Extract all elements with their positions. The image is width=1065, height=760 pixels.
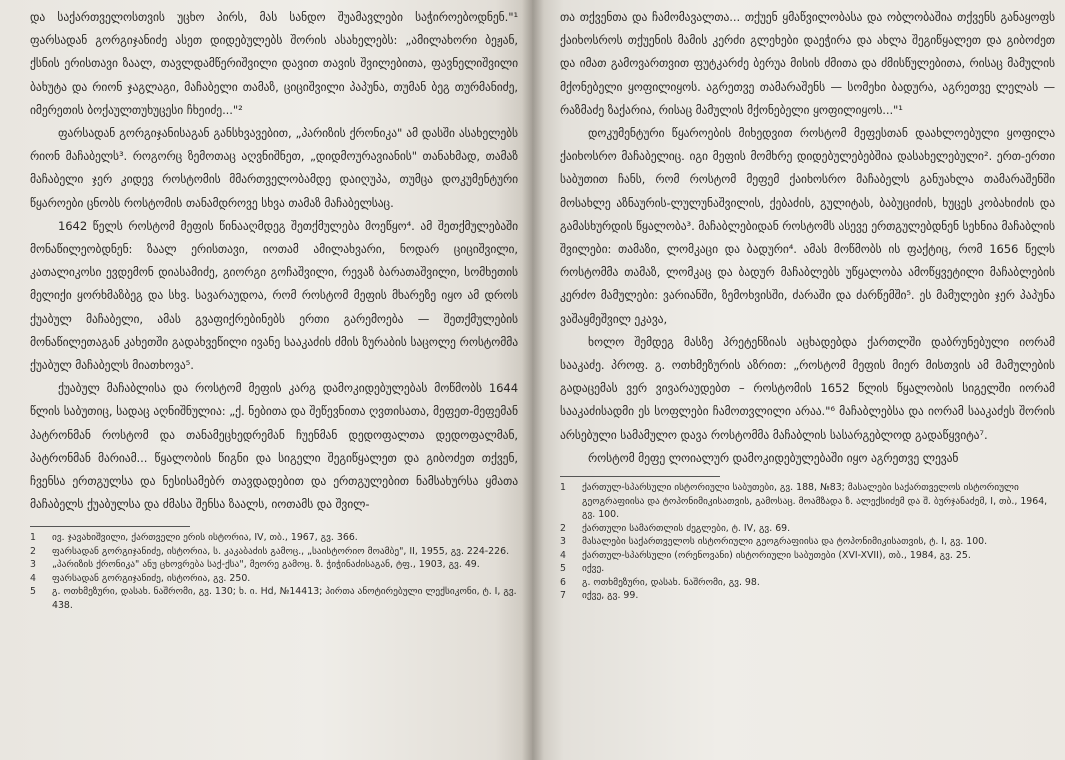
footnote-text: ქართულ-სპარსული ისტორიული საბუთები, გვ. 188, №83; მასალები საქართველოს ისტორიული გეოგრაფიისა და ტოპონიმიკისათვის, გამოსაც. მოამზადა ზ. ალექსიძემ და შ. ბურჯანაძემ, I, თბ., 1964, გვ. 100. — [582, 482, 1048, 521]
footnote-number: 2 — [560, 522, 566, 534]
right-footnote-divider — [560, 476, 720, 477]
footnote-number: 2 — [30, 545, 36, 557]
right-footnote-3 — [560, 535, 1055, 549]
footnote-text: გ. ოთხმეზური, დასახ. ნაშრომი, გვ. 98. — [582, 576, 760, 588]
footnote-text: მასალები საქართველოს ისტორიული გეოგრაფიისა და ტოპონიმიკისათვის, ტ. I, გვ. 100. — [582, 536, 988, 548]
footnote-text: ფარსადან გორგიჯანიძე, ისტორია, გვ. 250. — [52, 572, 251, 584]
right-paragraph-1: თა თქვენთა და ჩამომავალთა... თქუენ ყმაწვილობასა და ობლობაშია თქვენს განაყოფს ქაიხოსროს თქუენის მამის კერძი გლეხები დაეჭირა და ახლა შეგიწყალეთ და გიბოძეთ და იმათ გამოვართვით ფუტკარძე ბერუა მისის ძმითა და ძმისწულებითა, რისაც მამულის მქონებელი ყოფილიყოს. აგრეთვე თამარაშენს — სომეხი ბადურა, აგრეთვე ლელას — რაზმაძე ზაქარია, რისაც მამულის მქონებელი ყოფილიყოს..."¹ — [560, 10, 1055, 117]
footnote-text: იქვე. — [582, 563, 605, 575]
right-footnote-4 — [560, 549, 1055, 563]
footnote-text: ივ. ჯავახიშვილი, ქართველი ერის ისტორია, IV, თბ., 1967, გვ. 366. — [52, 532, 358, 544]
left-paragraph-4: ქუაბულ მაჩაბლისა და როსტომ მეფის კარგ დამოკიდებულებას მოწმობს 1644 წლის საბუთიც, სადაც აღნიშნულია: „ქ. ნებითა და შეწევნითა ღვთისათა, მეფეთ-მეფემან პატრონმან როსტომ და თანამეცხედრემან ჩუენმან დედოფალთა დედოფალმან, პატრონმან მარიამ... წყალობის წიგნი და სიგელი შეგიწყალეთ და გიბოძეთ თქვენ, ჩვენსა ერთგულსა და ნესისამებრ თავდადებით და ერთგულებით ნამსახურსა ყმათა მაჩაბელს ქუაბულსა და ძმასა შენსა ზაალს, იოთამს და შვილ- — [30, 381, 518, 512]
footnote-number: 1 — [560, 482, 566, 494]
footnote-text: იქვე, გვ. 99. — [582, 590, 639, 602]
left-paragraph-3: 1642 წელს როსტომ მეფის წინააღმდეგ შეთქმულება მოეწყო⁴. ამ შეთქმულებაში მონაწილეობდნენ: ზაალ ერისთავი, იოთამ ამილახვარი, ნოდარ ციციშვილი, კათალიკოსი ევდემონ დიასამიძე, გიორგი გოჩაშვილი, რევაზ ბარათაშვილი, სომხეთის მელიქი ყორხმაზბეგ და სხვ. სავარაუდოა, რომ როსტომ მეფის მხარეზე იყო ამ დროს ქუაბულ მაჩაბელი, ამას გვაფიქრებინებს ერთი გარემოება — შეთქმულების მონაწილეთაგან კახეთში გადახვეწილი ივანე სააკაძის ძმის ზურაბის საცოლე როსტომმა ქუაბულ მაჩაბელს მიათხოვა⁵. — [30, 218, 518, 373]
footnote-number: 4 — [560, 549, 566, 561]
footnote-number: 1 — [30, 532, 36, 544]
right-page — [532, 0, 1065, 760]
left-paragraph-2: ფარსადან გორგიჯანისაგან განსხვავებით, „პარიზის ქრონიკა" ამ დასში ასახელებს რიონ მაჩაბელს³. როგორც ზემოთაც აღვნიშნეთ, „დიდმოურავიანის" თანახმად, თამაზ მაჩაბელი ჯერ კიდევ როსტომის მმართველობამდე დაიღუპა, თუმცა დოკუმენტური წყაროები ცნობს როსტომის თანამდროვე სხვა თამაზ მაჩაბელსაც. — [30, 126, 518, 210]
left-page — [0, 0, 532, 760]
left-footnotes — [30, 531, 518, 612]
left-footnote-3 — [30, 558, 518, 572]
footnote-text: „პარიზის ქრონიკა" ანუ ცხოვრება საქ-ქსა", მეორე გამოც. ზ. ჭიჭინაძისაგან, ტფ., 1903, გვ. 49. — [52, 559, 480, 571]
footnote-text: ქართული სამართლის ძეგლები, ტ. IV, გვ. 69. — [582, 522, 791, 534]
left-footnote-5 — [30, 585, 518, 612]
footnote-number: 3 — [560, 536, 566, 548]
right-paragraph-4: როსტომ მეფე ლოიალურ დამოკიდებულებაში იყო აგრეთვე ლევან — [588, 450, 959, 465]
right-footnote-5 — [560, 562, 1055, 576]
right-footnote-1 — [560, 481, 1055, 522]
right-paragraph-3: ხოლო შემდეგ მასზე პრეტენზიას აცხადებდა ქართლში დაბრუნებული იორამ სააკაძე. პროფ. გ. ოთხმეზურის აზრით: „როსტომ მეფის მიერ მისთვის ამ მამულების გადაცემას ვერ ვივარაუდებთ – როსტომის 1652 წლის წყალობის სიგელში იორამ სააკაძისადმი ეს სოფლები ჩამოთვლილი არაა."⁶ მაჩაბლებსა და იორამ სააკაძეს შორის არსებული სამამულო დავა როსტომმა მაჩაბლის სასარგებლოდ გადაწყვიტა⁷. — [560, 334, 1055, 442]
footnote-number: 5 — [560, 563, 566, 575]
footnote-text: ფარსადან გორგიჯანიძე, ისტორია, ს. კაკაბაძის გამოც., „საისტორიო მოამბე", II, 1955, გვ. 224-226. — [52, 545, 510, 557]
left-paragraph-1: და საქართველოსთვის უცხო პირს, მას სანდო შუამავლები საჭიროებოდნენ."¹ ფარსადან გორგიჯანიძე ასეთ დიდებულებს შორის ასახელებს: „ამილახორი ბეჟან, ქსნის ერისთავი ზაალ, თავლდამწერიშვილი დავით თავის შვილებითა, ფავნელიშვილი ბახუტა და რიონ ჯაგლაგი, მაჩაბელი თამაზ, ციციშვილი პაპუნა, თუმან ბეგ თურმანიძე, იმერეთის ბოქაულთუხუცესი ჩხეიძე..."² — [30, 10, 518, 117]
left-footnote-2 — [30, 545, 518, 559]
right-footnote-7 — [560, 589, 1055, 603]
left-footnote-4 — [30, 572, 518, 586]
footnote-number: 7 — [560, 590, 566, 602]
right-footnote-2 — [560, 522, 1055, 536]
right-paragraph-2: დოკუმენტური წყაროების მიხედვით როსტომ მეფესთან დაახლოებული ყოფილა ქაიხოსრო მაჩაბელიც. იგი მეფის მომხრე დიდებულებებშია დასახელებული². ერთ-ერთი საბუთით ჩანს, რომ როსტომ მეფემ ქაიხოსრო მაჩაბელს განუახლა თამარაშენში მოსახლე აზნაურის-ლულუნაშვილის, ქებაძის, გულიტას, ბაბუციძის, ხუცეს კობახიძის და გამასხურდის წყალობა³. მაჩაბლებიდან როსტომს ასევე ერთგულებდნენ სეხნია მაჩაბლის შვილები: თამაზი, ლომკაცი და ბადური⁴. ამას მოწმობს ის ფაქტიც, რომ 1656 წელს როსტომმა თამაზ, ლომკაც და ბადურ მაჩაბლებს უწყალობა ამოწყვეტილი მაჩაბლების კერძო მამულები: ვარიანში, ზემოხვისში, ძარაში და ძარწემში⁵. ეს მამულები ჯერ პაპუნა ვაშაყმეშვილ ეკავა, — [560, 126, 1055, 326]
right-footnote-6 — [560, 576, 1055, 590]
footnote-number: 4 — [30, 572, 36, 584]
footnote-number: 6 — [560, 576, 566, 588]
right-footnotes — [560, 481, 1055, 603]
footnote-text: გ. ოთხმეზური, დასახ. ნაშრომი, გვ. 130; ხ. ი. Hd, №14413; პირთა ანოტირებული ლექსიკონი, ტ. I, გვ. 438. — [52, 586, 517, 611]
left-footnote-1 — [30, 531, 518, 545]
footnote-number: 3 — [30, 559, 36, 571]
left-footnote-divider — [30, 526, 190, 527]
footnote-text: ქართულ-სპარსული (ორენოვანი) ისტორიული საბუთები (XVI-XVII), თბ., 1984, გვ. 25. — [582, 549, 971, 561]
book-gutter-shadow — [522, 0, 544, 760]
footnote-number: 5 — [30, 586, 36, 598]
